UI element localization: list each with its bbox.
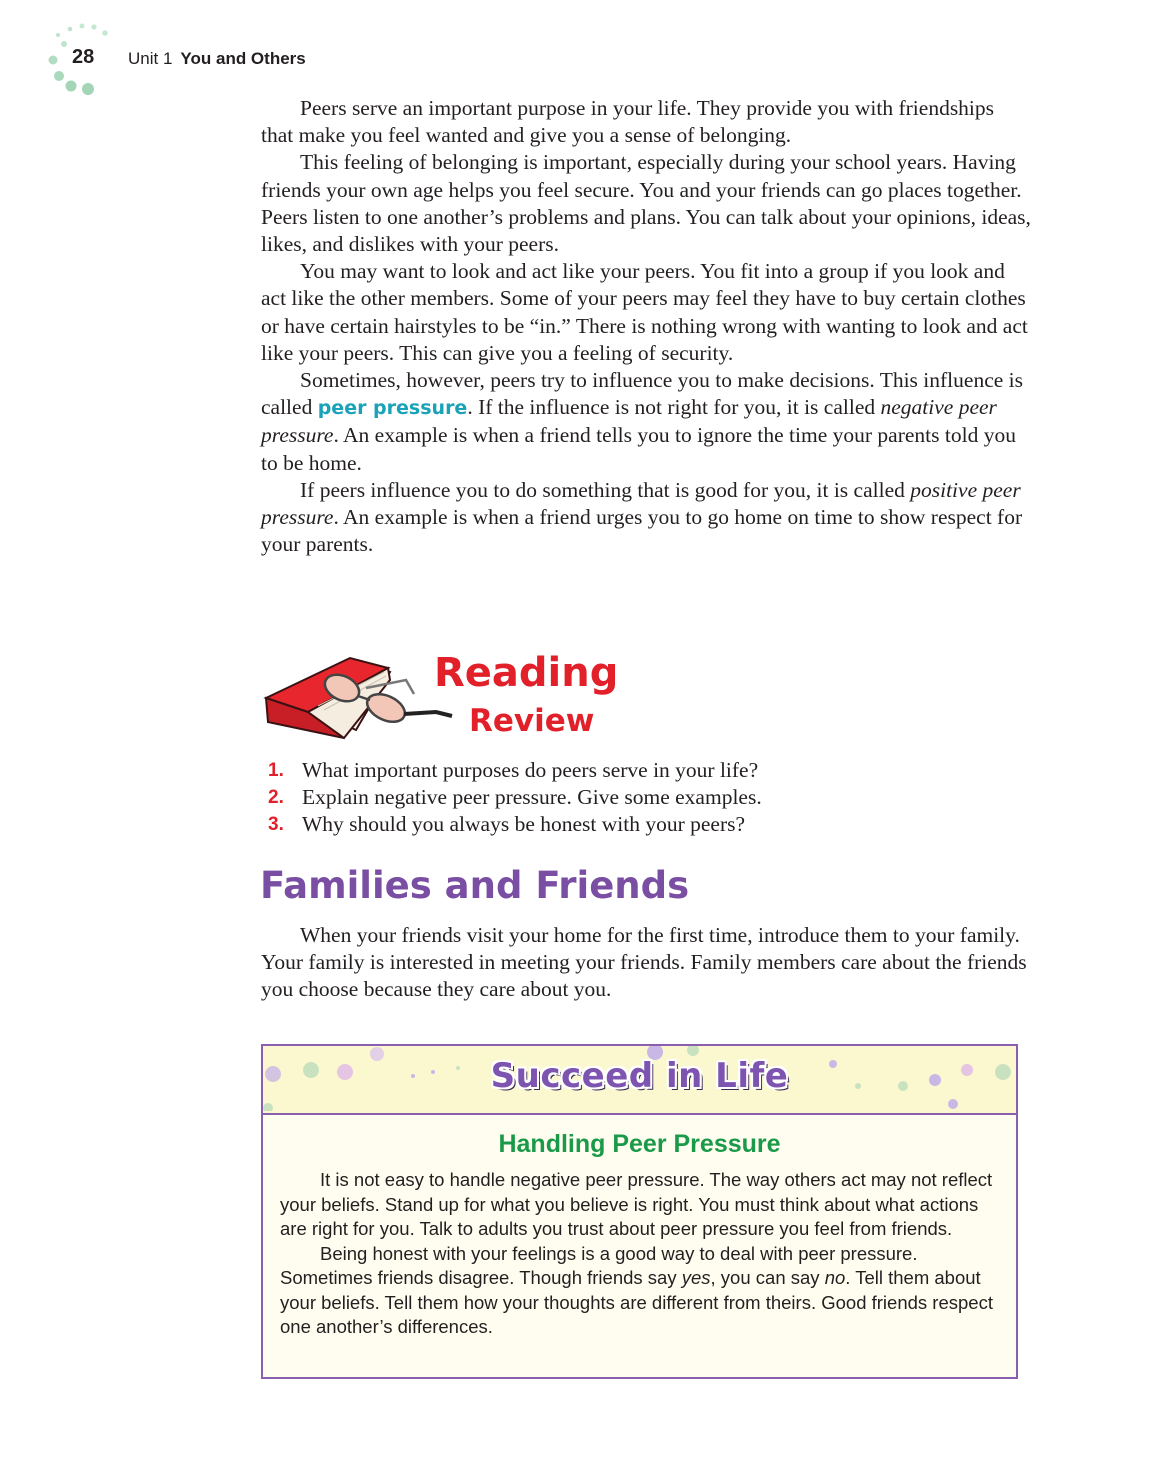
succeed-heading: Handling Peer Pressure (498, 1130, 781, 1158)
section-heading: Families and Friends (260, 864, 690, 907)
running-head (128, 49, 306, 69)
paragraph: Sometimes, however, peers try to influence you to make decisions. This influence is called peer pressure. If the influence is not right for you, it is called negative peer pressure. An example is when a friend tells you to ignore the time your parents told you to be home. (261, 368, 1024, 475)
succeed-in-life-box (261, 1044, 1018, 1379)
question-number: 2. (268, 787, 284, 809)
succeed-banner-title: Succeed in Life (490, 1056, 789, 1096)
paragraph: Peers serve an important purpose in your life. They provide you with friendships that make you feel wanted and give you a sense of belonging. (261, 96, 995, 148)
reading-review-subtitle: Review (469, 703, 595, 739)
paragraph: This feeling of belonging is important, especially during your school years. Having friends your own age helps you feel secure. You and your friends can go places together. Peers listen to one another’s problems and plans. You can talk about your opinions, ideas, likes, and dislikes with your peers. (261, 150, 1031, 257)
succeed-banner (263, 1046, 1016, 1115)
unit-title: You and Others (180, 49, 306, 68)
question-number: 3. (268, 814, 284, 836)
intro-text (261, 95, 1031, 558)
question-text: Explain negative peer pressure. Give some examples. (302, 785, 762, 810)
unit-label: Unit 1 (128, 49, 173, 68)
book-glasses-icon (258, 650, 458, 745)
header-dots-decoration (0, 0, 120, 100)
question-text: What important purposes do peers serve in your life? (302, 758, 759, 782)
question-text: Why should you always be honest with your peers? (302, 812, 746, 837)
list-item (268, 811, 762, 838)
list-item (268, 784, 762, 811)
reading-review-title: Reading (434, 650, 619, 696)
paragraph: You may want to look and act like your peers. You fit into a group if you look and act like the other members. Some of your peers may feel they have to buy certain clothes or have certain hairstyles to be “in.” There is nothing wrong with wanting to look and act like your peers. This can give you a feeling of security. (261, 259, 1028, 365)
paragraph: Being honest with your feelings is a good way to deal with peer pressure. Sometimes friends disagree. Though friends say yes, you can say no. Tell them about your beliefs. Tell them how your thoughts are different from theirs. Good friends respect one another’s differences. (280, 1242, 993, 1337)
succeed-body (280, 1168, 1005, 1340)
list-item (268, 757, 762, 784)
key-term: peer pressure (317, 397, 468, 420)
families-text (261, 922, 1031, 1004)
paragraph: If peers influence you to do something that is good for you, it is called positive peer pressure. An example is when a friend urges you to go home on time to show respect for your parents. (261, 477, 1023, 557)
page-number: 28 (72, 46, 95, 68)
question-number: 1. (268, 760, 284, 781)
paragraph: It is not easy to handle negative peer pressure. The way others act may not reflect your beliefs. Stand up for what you believe is right. You must think about what actions are right for you. Talk to adults you trust about peer pressure you feel from friends. (280, 1169, 993, 1239)
paragraph: When your friends visit your home for the first time, introduce them to your family. Your family is interested in meeting your friends. Family members care about the friends you choose because they care about you. (261, 923, 1027, 1002)
review-questions (268, 757, 762, 839)
